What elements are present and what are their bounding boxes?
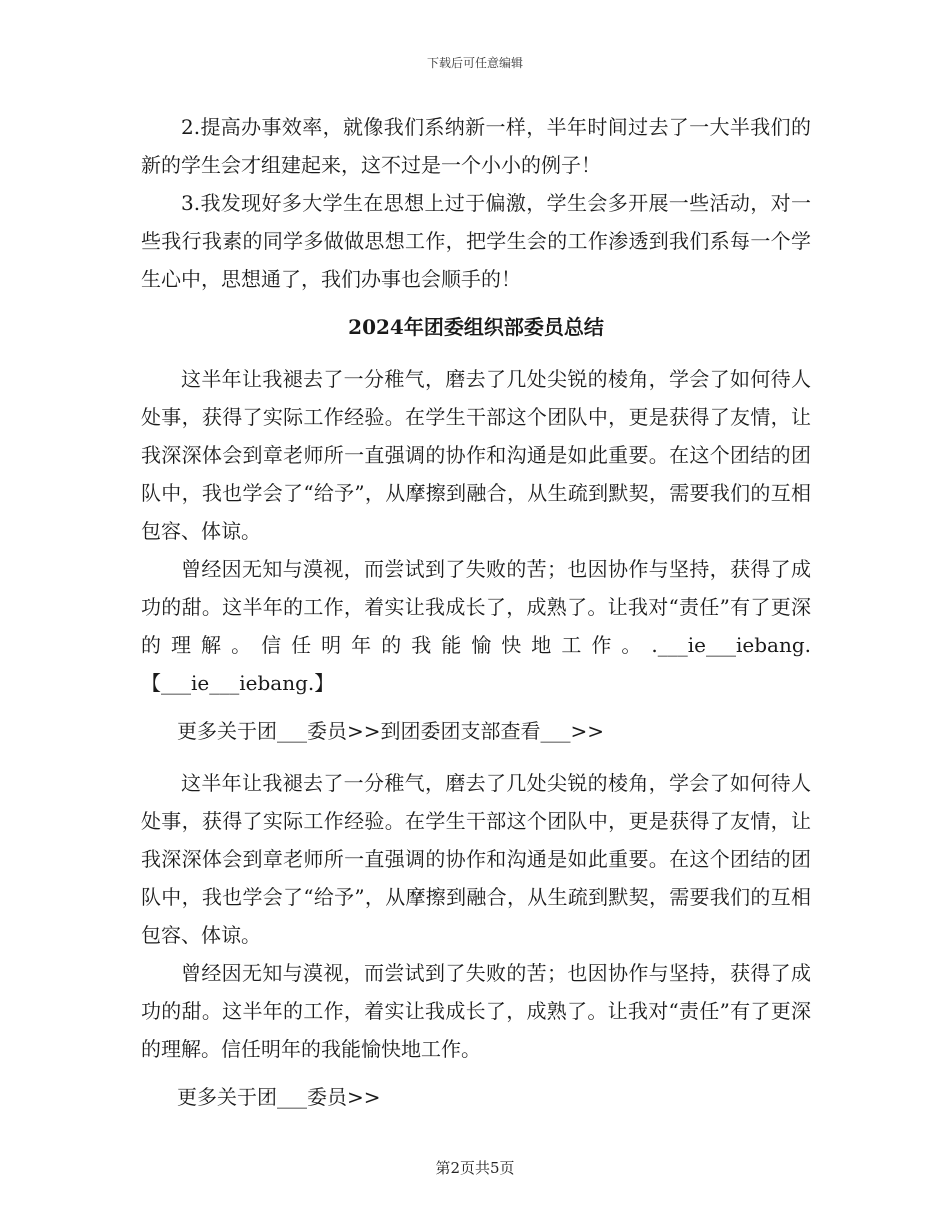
paragraph-failure-success-repeat: 曾经因无知与漠视，而尝试到了失败的苦；也因协作与坚持，获得了成功的甜。这半年的工作，着实让我成长了，成熟了。让我对“责任”有了更深的理解。信任明年的我能愉快地工作。 — [141, 961, 811, 1061]
paragraph-half-year-repeat: 这半年让我褪去了一分稚气，磨去了几处尖锐的棱角，学会了如何待人处事，获得了实际工作经验。在学生干部这个团队中，更是获得了友情，让我深深体会到章老师所一直强调的协作和沟通是如此重要。在这个团结的团队中，我也学会了“给予”，从摩擦到融合，从生疏到默契，需要我们的互相包容、体谅。 — [141, 771, 811, 947]
page-number: 第2页共5页 — [435, 1159, 515, 1177]
paragraph-half-year: 这半年让我褪去了一分稚气，磨去了几处尖锐的棱角，学会了如何待人处事，获得了实际工作经验。在学生干部这个团队中，更是获得了友情，让我深深体会到章老师所一直强调的协作和沟通是如此重要。在这个团结的团队中，我也学会了“给予”，从摩擦到融合，从生疏到默契，需要我们的互相包容、体谅。 — [141, 367, 811, 543]
more-link[interactable]: 更多关于团___委员>>到团委团支部查看___>> — [177, 719, 605, 743]
paragraph-thinking: 3.我发现好多大学生在思想上过于偏激，学生会多开展一些活动，对一些我行我素的同学多做做思想工作，把学生会的工作渗透到我们系每一个学生心中，思想通了，我们办事也会顺手的！ — [141, 191, 811, 291]
page-header: 下载后可任意编辑 — [426, 56, 523, 70]
paragraph-efficiency: 2.提高办事效率，就像我们系纳新一样，半年时间过去了一大半我们的新的学生会才组建起来，这不过是一个小小的例子！ — [141, 115, 811, 177]
document-body — [141, 108, 811, 1116]
more-link-2[interactable]: 更多关于团___委员>> — [177, 1085, 381, 1109]
paragraph-failure-success: 曾经因无知与漠视，而尝试到了失败的苦；也因协作与坚持，获得了成功的甜。这半年的工作，着实让我成长了，成熟了。让我对“责任”有了更深的理解。信任明年的我能愉快地工作。.___ie___iebang.【___ie___iebang.】 — [141, 557, 811, 695]
section-title: 2024年团委组织部委员总结 — [348, 315, 604, 339]
